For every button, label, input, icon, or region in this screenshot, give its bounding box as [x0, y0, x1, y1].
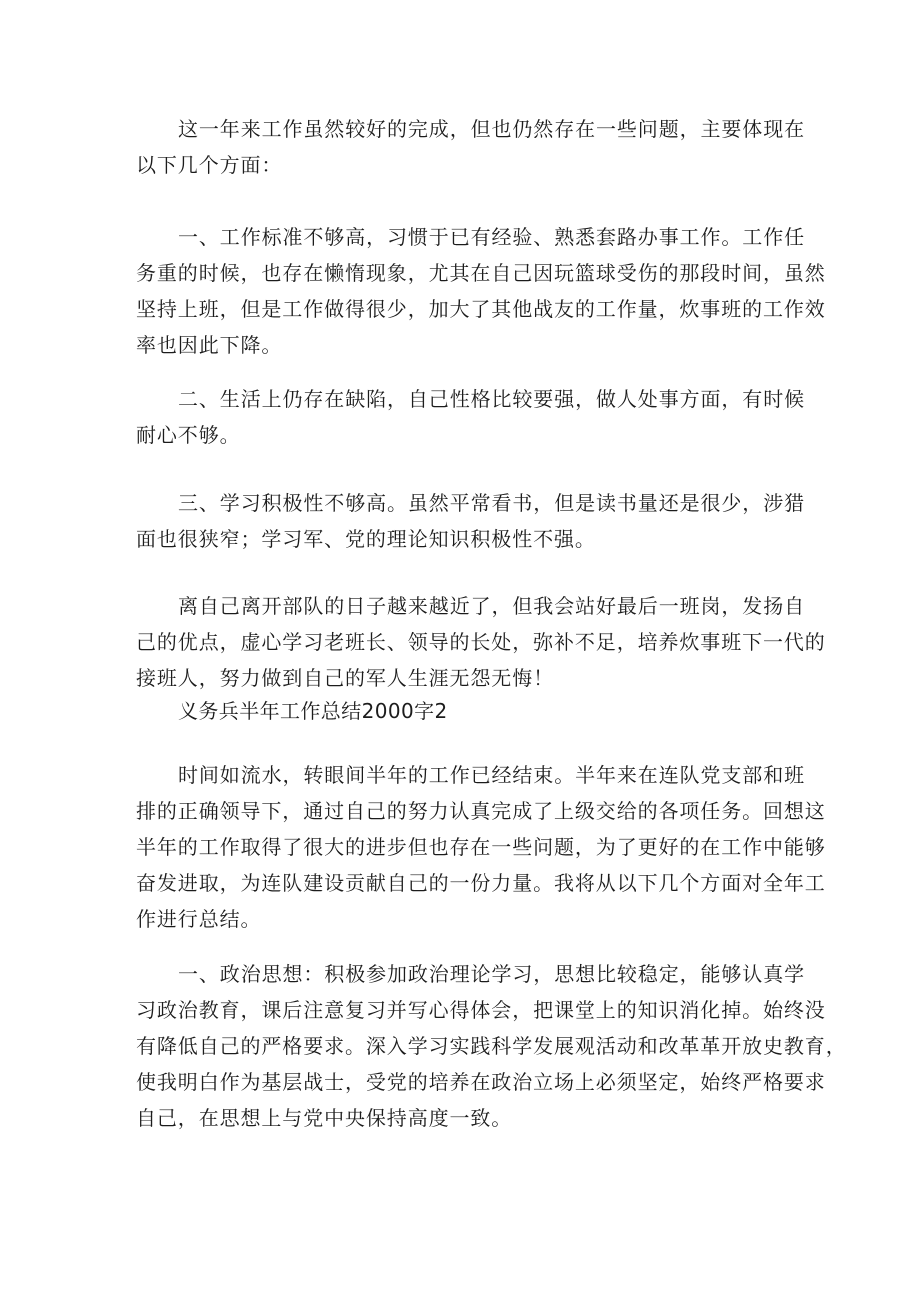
text-line: 务重的时候，也存在懒惰现象，尤其在自己因玩篮球受伤的那段时间，虽然	[136, 261, 826, 285]
text-line: 时间如流水，转眼间半年的工作已经结束。半年来在连队党支部和班	[178, 763, 805, 787]
paragraph-work-standard	[136, 219, 826, 363]
text-line: 耐心不够。	[136, 423, 241, 447]
paragraph-closing-resolve	[136, 588, 826, 696]
text-line: 坚持上班，但是工作做得很少，加大了其他战友的工作量，炊事班的工作效	[136, 297, 826, 321]
text-line: 一、工作标准不够高，习惯于已有经验、熟悉套路办事工作。工作任	[178, 225, 805, 249]
text-line: 己的优点，虚心学习老班长、领导的长处，弥补不足，培养炊事班下一代的	[136, 630, 826, 654]
text-line: 习政治教育，课后注意复习并写心得体会，把课堂上的知识消化掉。始终没	[136, 998, 826, 1022]
text-line: 半年的工作取得了很大的进步但也存在一些问题，为了更好的在工作中能够	[136, 835, 826, 859]
text-line: 三、学习积极性不够高。虽然平常看书，但是读书量还是很少，涉猎	[178, 491, 805, 515]
text-line: 离自己离开部队的日子越来越近了，但我会站好最后一班岗，发扬自	[178, 594, 805, 618]
text-line: 奋发进取，为连队建设贡献自己的一份力量。我将从以下几个方面对全年工	[136, 871, 826, 895]
section-heading: 义务兵半年工作总结2000字2	[178, 699, 448, 723]
text-line: 率也因此下降。	[136, 333, 283, 357]
text-line: 一、政治思想：积极参加政治理论学习，思想比较稳定，能够认真学	[178, 962, 805, 986]
text-line: 二、生活上仍存在缺陷，自己性格比较要强，做人处事方面，有时候	[178, 387, 805, 411]
paragraph-study-motivation	[136, 485, 805, 557]
paragraph-half-year-intro	[136, 757, 826, 937]
text-line: 接班人，努力做到自己的军人生涯无怨无悔！	[136, 666, 554, 690]
paragraph-problems-intro	[136, 111, 805, 183]
paragraph-political-thought	[136, 956, 847, 1136]
text-line: 以下几个方面：	[136, 153, 283, 177]
text-line: 面也很狭窄；学习军、党的理论知识积极性不强。	[136, 527, 596, 551]
text-line: 这一年来工作虽然较好的完成，但也仍然存在一些问题，主要体现在	[178, 117, 805, 141]
text-line: 排的正确领导下，通过自己的努力认真完成了上级交给的各项任务。回想这	[136, 799, 826, 823]
text-line: 有降低自己的严格要求。深入学习实践科学发展观活动和改革革开放史教育，	[136, 1034, 847, 1058]
text-line: 作进行总结。	[136, 907, 262, 931]
text-line: 使我明白作为基层战士，受党的培养在政治立场上必须坚定，始终严格要求	[136, 1070, 826, 1094]
text-line: 自己，在思想上与党中央保持高度一致。	[136, 1106, 513, 1130]
paragraph-life-shortcomings	[136, 381, 805, 453]
